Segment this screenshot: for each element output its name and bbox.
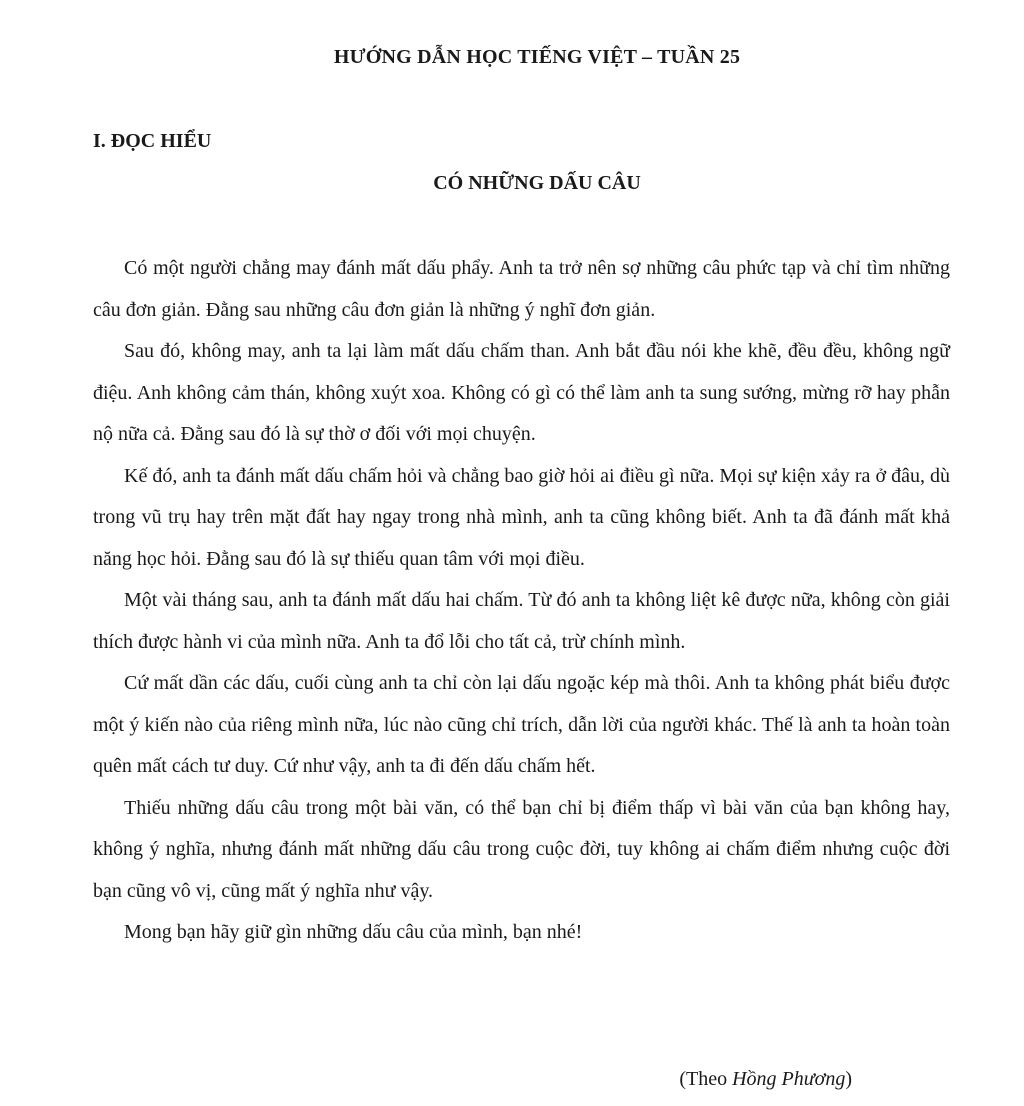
- story-paragraph: Một vài tháng sau, anh ta đánh mất dấu hai chấm. Từ đó anh ta không liệt kê được nữa, không còn giải thích được hành vi của mình nữa. Anh ta đổ lỗi cho tất cả, trừ chính mình.: [93, 589, 950, 653]
- document-header: HƯỚNG DẪN HỌC TIẾNG VIỆT – TUẦN 25: [333, 46, 741, 68]
- source-prefix: (Theo: [679, 1068, 733, 1090]
- story-title: CÓ NHỮNG DẤU CÂU: [433, 172, 641, 194]
- source-suffix: ): [845, 1068, 852, 1090]
- story-paragraph: Thiếu những dấu câu trong một bài văn, có thể bạn chỉ bị điểm thấp vì bài văn của bạn không hay, không ý nghĩa, nhưng đánh mất những dấu câu trong cuộc đời, tuy không ai chấm điểm nhưng cuộc đời bạn cũng vô vị, cũng mất ý nghĩa như vậy.: [93, 796, 950, 902]
- source-citation: [679, 1068, 852, 1091]
- story-paragraph: Cứ mất dần các dấu, cuối cùng anh ta chỉ còn lại dấu ngoặc kép mà thôi. Anh ta không phát biểu được một ý kiến nào của riêng mình nữa, lúc nào cũng chỉ trích, dẫn lời của người khác. Thế là anh ta hoàn toàn quên mất cách tư duy. Cứ như vậy, anh ta đi đến dấu chấm hết.: [93, 672, 950, 777]
- story-paragraph: Có một người chẳng may đánh mất dấu phẩy. Anh ta trở nên sợ những câu phức tạp và chỉ tìm những câu đơn giản. Đằng sau những câu đơn giản là những ý nghĩ đơn giản.: [93, 257, 950, 321]
- story-paragraph: Mong bạn hãy giữ gìn những dấu câu của mình, bạn nhé!: [124, 921, 583, 943]
- story-body: [93, 248, 950, 954]
- story-paragraph: Kế đó, anh ta đánh mất dấu chấm hỏi và chẳng bao giờ hỏi ai điều gì nữa. Mọi sự kiện xảy ra ở đâu, dù trong vũ trụ hay trên mặt đất hay ngay trong nhà mình, anh ta cũng không biết. Anh ta đã đánh mất khả năng học hỏi. Đằng sau đó là sự thiếu quan tâm với mọi điều.: [93, 464, 950, 570]
- source-author: Hồng Phương: [732, 1068, 846, 1090]
- story-paragraph: Sau đó, không may, anh ta lại làm mất dấu chấm than. Anh bắt đầu nói khe khẽ, đều đều, không ngữ điệu. Anh không cảm thán, không xuýt xoa. Không có gì có thể làm anh ta sung sướng, mừng rỡ hay phẫn nộ nữa cả. Đằng sau đó là sự thờ ơ đối với mọi chuyện.: [93, 340, 950, 445]
- section-heading: I. ĐỌC HIỂU: [93, 130, 212, 152]
